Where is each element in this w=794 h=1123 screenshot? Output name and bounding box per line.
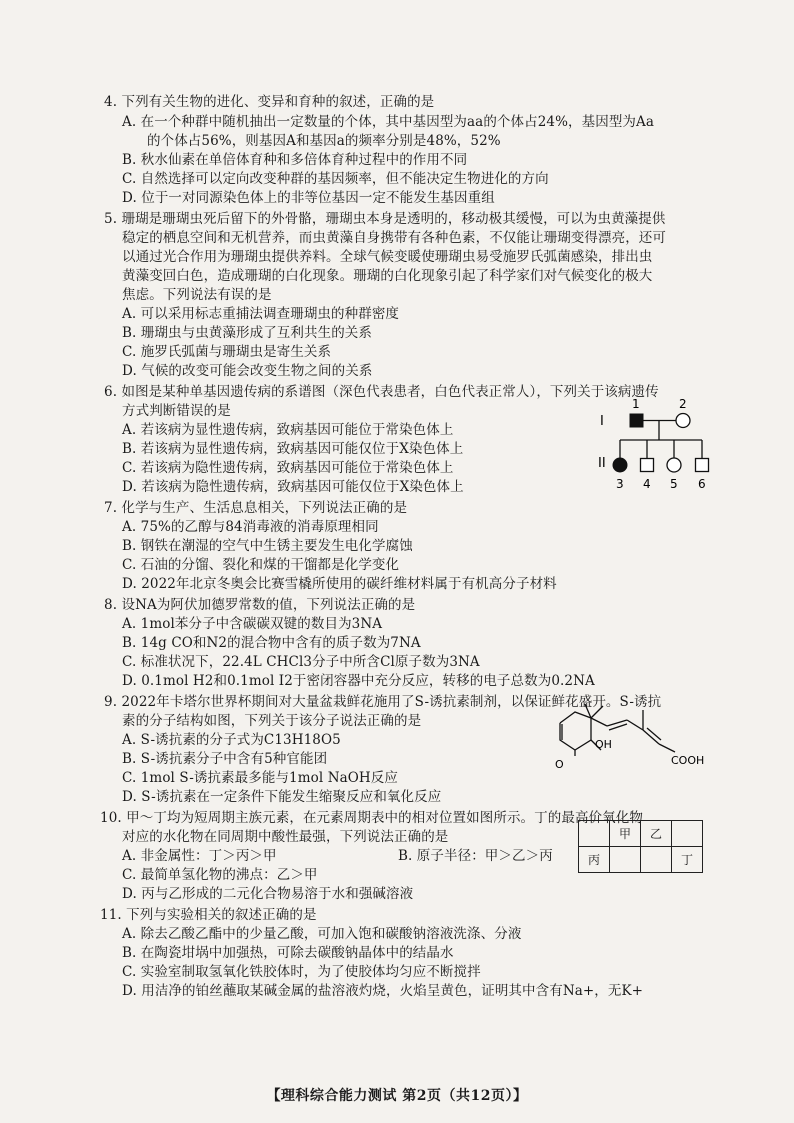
pedigree-individual-1 xyxy=(630,414,643,427)
text-line-q10C: C. 最简单氢化物的沸点：乙＞甲 xyxy=(122,867,318,883)
text-line-q5b: 稳定的栖息空间和无机营养，而虫黄藻自身携带有各种色素，不仅能让珊瑚变得漂亮，还可 xyxy=(122,230,666,246)
text-line-q9A: A. S-诱抗素的分子式为C13H18O5 xyxy=(122,732,341,748)
text-line-q6b: 方式判断错误的是 xyxy=(122,403,231,419)
molecule-structure xyxy=(535,688,715,778)
text-line-q4a1: A. 在一个种群中随机抽出一定数量的个体，其中基因型为aa的个体占24%，基因型为Aa xyxy=(122,114,655,130)
pedigree-chart xyxy=(590,392,720,492)
text-line-q8B: B. 14g CO和N2的混合物中含有的质子数为7NA xyxy=(122,635,421,651)
text-line-q4d: D. 位于一对同源染色体上的非等位基因一定不能发生基因重组 xyxy=(122,190,495,206)
text-line-q8D: D. 0.1mol H2和0.1mol I2于密闭容器中充分反应，转移的电子总数为0.2NA xyxy=(122,673,595,689)
generation-label-2: II xyxy=(598,456,606,471)
text-line-q7: 7. 化学与生产、生活息息相关，下列说法正确的是 xyxy=(104,500,408,516)
text-line-q5c: 以通过光合作用为珊瑚虫提供养料。全球气候变暖使珊瑚虫易受施罗氏弧菌感染，排出虫 xyxy=(122,249,653,265)
grid-cell: 甲 xyxy=(610,821,641,847)
text-line-q10Bx: B. 原子半径：甲＞乙＞丙 xyxy=(398,848,553,864)
text-line-q10D: D. 丙与乙形成的二元化合物易溶于水和强碱溶液 xyxy=(122,886,414,902)
generation-label-1: I xyxy=(600,414,604,429)
text-line-q11D: D. 用洁净的铂丝蘸取某碱金属的盐溶液灼烧，火焰呈黄色，证明其中含有Na+，无K+ xyxy=(122,983,644,999)
text-line-q11B: B. 在陶瓷坩埚中加强热，可除去碳酸钠晶体中的结晶水 xyxy=(122,945,454,961)
text-line-q10: 10. 甲～丁均为短周期主族元素，在元素周期表中的相对位置如图所示。丁的最高价氧化物 xyxy=(100,810,643,826)
text-line-q8: 8. 设NA为阿伏加德罗常数的值，下列说法正确的是 xyxy=(104,597,416,613)
text-line-q4c: C. 自然选择可以定向改变种群的基因频率，但不能决定生物进化的方向 xyxy=(122,171,549,187)
grid-cell xyxy=(610,847,641,873)
text-line-q11A: A. 除去乙酸乙酯中的少量乙酸，可加入饱和碳酸钠溶液洗涤、分液 xyxy=(122,926,522,942)
text-line-q9D: D. S-诱抗素在一定条件下能发生缩聚反应和氧化反应 xyxy=(122,789,442,805)
text-line-q4: 4. 下列有关生物的进化、变异和育种的叙述，正确的是 xyxy=(104,94,435,110)
text-line-q7A: A. 75%的乙醇与84消毒液的消毒原理相同 xyxy=(122,519,379,535)
text-line-q7D: D. 2022年北京冬奥会比赛雪橇所使用的碳纤维材料属于有机高分子材料 xyxy=(122,576,557,592)
text-line-q6C: C. 若该病为隐性遗传病，致病基因可能位于常染色体上 xyxy=(122,460,454,476)
text-line-q10A: A. 非金属性：丁＞丙＞甲 xyxy=(122,848,277,864)
text-line-q7B: B. 钢铁在潮湿的空气中生锈主要发生电化学腐蚀 xyxy=(122,538,413,554)
pedigree-number-3: 3 xyxy=(616,477,624,491)
pedigree-individual-5 xyxy=(667,458,681,472)
text-line-q6B: B. 若该病为显性遗传病，致病基因可能仅位于X染色体上 xyxy=(122,441,464,457)
pedigree-individual-6 xyxy=(696,459,709,472)
text-line-q5D: D. 气候的改变可能会改变生物之间的关系 xyxy=(122,363,373,379)
page-footer: 【理科综合能力测试 第2页（共12页）】 xyxy=(266,1088,528,1104)
text-line-q11: 11. 下列与实验相关的叙述正确的是 xyxy=(100,907,317,923)
text-line-q5d: 黄藻变回白色，造成珊瑚的白化现象。珊瑚的白化现象引起了科学家们对气候变化的极大 xyxy=(122,268,653,284)
text-line-q8C: C. 标准状况下，22.4L CHCl3分子中所含Cl原子数为3NA xyxy=(122,654,480,670)
text-line-q9C: C. 1mol S-诱抗素最多能与1mol NaOH反应 xyxy=(122,770,398,786)
text-line-q6A: A. 若该病为显性遗传病，致病基因可能位于常染色体上 xyxy=(122,422,454,438)
text-line-q6: 6. 如图是某种单基因遗传病的系谱图（深色代表患者，白色代表正常人），下列关于该病遗传 xyxy=(104,384,659,400)
periodic-position-grid xyxy=(578,820,703,873)
text-line-q9b: 素的分子结构如图，下列关于该分子说法正确的是 xyxy=(122,713,422,729)
pedigree-individual-4 xyxy=(641,459,654,472)
pedigree-individual-3 xyxy=(613,458,627,472)
pedigree-number-5: 5 xyxy=(670,477,678,491)
text-line-q5e: 焦虑。下列说法有误的是 xyxy=(122,287,272,303)
text-line-q5: 5. 珊瑚是珊瑚虫死后留下的外骨骼，珊瑚虫本身是透明的，移动极其缓慢，可以为虫黄藻提供 xyxy=(104,211,666,227)
grid-cell xyxy=(672,821,703,847)
pedigree-number-2: 2 xyxy=(679,397,687,411)
pedigree-individual-2 xyxy=(676,414,690,428)
grid-cell: 丁 xyxy=(672,847,703,873)
text-line-q9: 9. 2022年卡塔尔世界杯期间对大量盆栽鲜花施用了S-诱抗素制剂，以保证鲜花盛开。S-诱抗 xyxy=(104,694,662,710)
text-line-q9B: B. S-诱抗素分子中含有5种官能团 xyxy=(122,751,328,767)
grid-cell: 乙 xyxy=(641,821,672,847)
text-line-q10b: 对应的水化物在同周期中酸性最强，下列说法正确的是 xyxy=(122,829,449,845)
grid-cell xyxy=(641,847,672,873)
text-line-q4b: B. 秋水仙素在单倍体育种和多倍体育种过程中的作用不同 xyxy=(122,152,468,168)
text-line-q5B: B. 珊瑚虫与虫黄藻形成了互利共生的关系 xyxy=(122,325,373,341)
pedigree-number-6: 6 xyxy=(698,477,706,491)
text-line-q4a2: 的个体占56%，则基因A和基因a的频率分别是48%，52% xyxy=(147,133,501,149)
grid-cell: 丙 xyxy=(579,847,610,873)
text-line-q11C: C. 实验室制取氢氧化铁胶体时，为了使胶体均匀应不断搅拌 xyxy=(122,964,481,980)
text-line-q5A: A. 可以采用标志重捕法调查珊瑚虫的种群密度 xyxy=(122,306,400,322)
molecule-oh-label: OH xyxy=(595,738,612,751)
grid-cell xyxy=(579,821,610,847)
text-line-q8A: A. 1mol苯分子中含碳碳双键的数目为3NA xyxy=(122,616,383,632)
molecule-cooh-label: COOH xyxy=(671,754,705,767)
text-line-q6D: D. 若该病为隐性遗传病，致病基因可能仅位于X染色体上 xyxy=(122,479,464,495)
pedigree-number-4: 4 xyxy=(643,477,651,491)
text-line-q7C: C. 石油的分馏、裂化和煤的干馏都是化学变化 xyxy=(122,557,400,573)
text-line-q5C: C. 施罗氏弧菌与珊瑚虫是寄生关系 xyxy=(122,344,332,360)
pedigree-number-1: 1 xyxy=(632,397,640,411)
molecule-o-label: O xyxy=(555,758,564,771)
